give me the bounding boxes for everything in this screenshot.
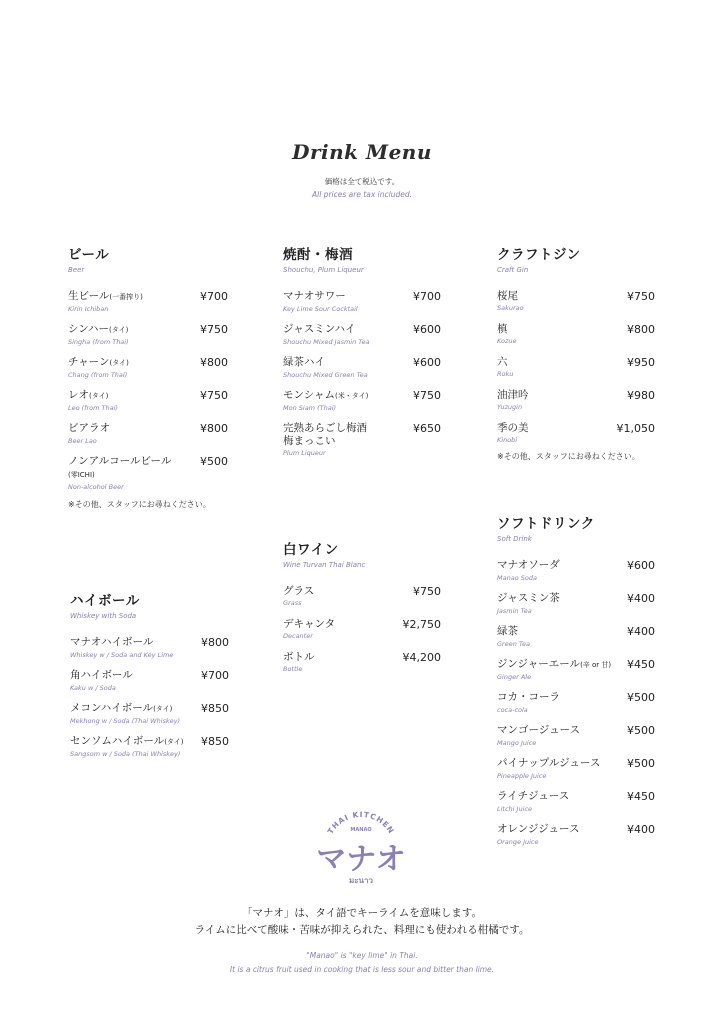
item-price: ¥600 <box>413 356 441 369</box>
item-english: Green Tea <box>497 640 531 648</box>
item-english: Singha (from Thai) <box>68 338 129 346</box>
section-subtitle: Soft Drink <box>497 535 532 543</box>
section-subtitle: Craft Gin <box>497 266 529 274</box>
item-english: Manao Soda <box>497 574 537 582</box>
menu-item <box>70 735 229 768</box>
item-price: ¥850 <box>201 735 229 748</box>
menu-item <box>497 592 655 625</box>
item-price: ¥450 <box>627 790 655 803</box>
item-price: ¥980 <box>627 389 655 402</box>
item-name: ノンアルコールビール <box>68 455 172 467</box>
item-english: Key Lime Sour Cocktail <box>283 305 358 313</box>
menu-item <box>283 323 441 356</box>
item-english: Sakurao <box>497 304 524 312</box>
menu-item <box>497 559 655 592</box>
item-price: ¥500 <box>627 757 655 770</box>
menu-item <box>497 422 655 455</box>
menu-item <box>497 356 655 389</box>
menu-header <box>0 140 724 199</box>
footer-en-line2: It is a citrus fruit used in cooking that is less sour and bitter than lime. <box>229 965 495 974</box>
item-english: Litchi Juice <box>497 805 532 813</box>
tax-note-ja: 価格は全て税込です。 <box>324 177 400 186</box>
item-english: Roku <box>497 370 514 378</box>
item-english: Pineapple Juice <box>497 772 547 780</box>
menu-item <box>497 790 655 823</box>
menu-item <box>68 389 228 422</box>
footer-ja-line1: 「マナオ」は、タイ語でキーライムを意味します。 <box>242 907 482 919</box>
section-subtitle: Whiskey with Soda <box>70 612 137 620</box>
item-name: ボトル <box>283 651 315 663</box>
item-name: ライチジュース <box>497 790 570 802</box>
section-subtitle: Shouchu, Plum Liqueur <box>283 266 364 274</box>
item-english: Bottle <box>283 665 303 673</box>
section-memo: ※その他、スタッフにお尋ねください。 <box>497 452 640 461</box>
menu-item <box>497 323 655 356</box>
item-english: coca-cola <box>497 706 528 714</box>
item-price: ¥650 <box>413 422 441 435</box>
item-english: Decanter <box>283 632 313 640</box>
item-name: 角ハイボール <box>70 669 133 681</box>
menu-item <box>68 290 228 323</box>
item-price: ¥500 <box>200 455 228 468</box>
item-name: ビアラオ <box>68 422 110 434</box>
item-price: ¥400 <box>627 823 655 836</box>
menu-item <box>497 625 655 658</box>
menu-item <box>68 455 228 495</box>
item-name: ジンジャーエール <box>497 658 581 670</box>
item-price: ¥1,050 <box>616 422 655 435</box>
footer-ja-line2: ライムに比べて酸味・苦味が抑えられた、料理にも使われる柑橘です。 <box>194 924 530 936</box>
section-subtitle: Wine Turvan Thai Blanc <box>283 561 366 569</box>
item-name: マナオソーダ <box>497 559 560 571</box>
section-wine <box>283 538 441 684</box>
item-price: ¥400 <box>627 625 655 638</box>
item-english: Shouchu Mixed Green Tea <box>283 371 368 379</box>
item-price: ¥700 <box>201 669 229 682</box>
item-name: 油津吟 <box>497 389 529 401</box>
item-english: Non-alcohol Beer <box>68 483 124 491</box>
item-english: Grass <box>283 599 302 607</box>
item-price: ¥700 <box>200 290 228 303</box>
item-note: (辛 or 甘) <box>580 661 612 669</box>
section-title: 白ワイン <box>283 542 339 558</box>
item-price: ¥600 <box>627 559 655 572</box>
item-name: 槙 <box>497 323 508 335</box>
section-shochu <box>283 243 441 462</box>
section-title: クラフトジン <box>497 247 581 263</box>
logo-main-text: マナオ <box>316 842 406 877</box>
item-name-line2: 梅まっこい <box>283 435 336 447</box>
item-name: モンシャム <box>283 389 336 401</box>
menu-item <box>497 290 655 323</box>
section-memo: ※その他、スタッフにお尋ねください。 <box>68 500 211 509</box>
tax-note-en: All prices are tax included. <box>312 190 412 199</box>
item-note: (零ICHI) <box>68 471 95 479</box>
item-english: Beer Lao <box>68 437 97 445</box>
item-name: ジャスミンハイ <box>283 323 356 335</box>
item-english: Orange Juice <box>497 838 539 846</box>
item-english: Leo (from Thai) <box>68 404 118 412</box>
menu-item <box>497 823 655 856</box>
menu-item <box>283 618 441 651</box>
item-name: コカ・コーラ <box>497 691 560 703</box>
section-title: ビール <box>68 247 110 263</box>
item-english: Shouchu Mixed Jasmin Tea <box>283 338 370 346</box>
menu-item <box>497 658 655 691</box>
logo-arc-text: THAI KITCHEN <box>325 810 397 836</box>
item-name: マナオハイボール <box>70 636 154 648</box>
menu-item <box>70 669 229 702</box>
item-english: Kirin Ichiban <box>68 305 109 313</box>
menu-item <box>497 389 655 422</box>
item-english: Mekhong w / Soda (Thai Whiskey) <box>70 717 181 725</box>
item-price: ¥600 <box>413 323 441 336</box>
item-name: パイナップルジュース <box>497 757 601 769</box>
item-name: ジャスミン茶 <box>497 592 560 604</box>
item-note: (タイ) <box>89 392 109 400</box>
item-price: ¥750 <box>413 389 441 402</box>
page-title: Drink Menu <box>292 140 432 164</box>
item-name: 完熟あらごし梅酒 <box>283 422 367 434</box>
menu-item <box>283 290 441 323</box>
item-name: 生ビール <box>68 290 110 302</box>
item-english: Kinobi <box>497 436 518 444</box>
item-price: ¥850 <box>201 702 229 715</box>
item-name: グラス <box>283 585 315 597</box>
item-price: ¥950 <box>627 356 655 369</box>
item-name: マナオサワー <box>283 290 346 302</box>
item-name: 緑茶ハイ <box>283 356 325 368</box>
menu-item <box>497 724 655 757</box>
item-note: (タイ) <box>109 359 129 367</box>
menu-item <box>497 691 655 724</box>
item-english: Kaku w / Soda <box>70 684 116 692</box>
item-note: (米・タイ) <box>335 392 369 400</box>
menu-item <box>70 636 229 669</box>
item-price: ¥500 <box>627 724 655 737</box>
item-name: 緑茶 <box>497 625 518 637</box>
item-note: (一番搾り) <box>109 293 143 301</box>
item-note: (タイ) <box>164 738 184 746</box>
item-english: Sangsom w / Soda (Thai Whiskey) <box>70 750 181 758</box>
item-english: Yuzugin <box>497 403 523 411</box>
item-name: チャーン <box>68 356 110 368</box>
item-english: Mon Siam (Thai) <box>283 404 337 412</box>
item-name: センソムハイボール <box>70 735 165 747</box>
menu-item <box>283 585 441 618</box>
section-soft-drink <box>497 512 655 856</box>
section-gin <box>497 243 655 462</box>
section-beer <box>68 243 228 510</box>
item-note: (タイ) <box>153 705 173 713</box>
menu-item <box>283 356 441 389</box>
section-title: 焼酎・梅酒 <box>283 247 353 263</box>
item-english: Jasmin Tea <box>497 607 532 615</box>
logo-small-text: MANAO <box>350 827 372 833</box>
item-name: デキャンタ <box>283 618 336 630</box>
item-english: Chang (from Thai) <box>68 371 128 379</box>
item-price: ¥800 <box>201 636 229 649</box>
item-english: Ginger Ale <box>497 673 532 681</box>
section-subtitle: Beer <box>68 266 85 274</box>
item-price: ¥500 <box>627 691 655 704</box>
item-english: Mango Juice <box>497 739 537 747</box>
menu-item <box>70 702 229 735</box>
item-name: メコンハイボール <box>70 702 154 714</box>
section-highball <box>70 589 229 768</box>
item-name: オレンジジュース <box>497 823 580 835</box>
logo-graphic <box>306 810 416 890</box>
item-name: 桜尾 <box>497 290 518 302</box>
item-note: (タイ) <box>109 326 129 334</box>
item-price: ¥2,750 <box>402 618 441 631</box>
item-price: ¥450 <box>627 658 655 671</box>
item-price: ¥800 <box>200 422 228 435</box>
menu-item <box>283 651 441 684</box>
section-title: ソフトドリンク <box>497 516 595 532</box>
menu-item <box>68 356 228 389</box>
item-price: ¥750 <box>200 389 228 402</box>
logo-thai-text: มะนาว <box>348 876 374 885</box>
item-price: ¥4,200 <box>402 651 441 664</box>
item-price: ¥700 <box>413 290 441 303</box>
item-price: ¥750 <box>413 585 441 598</box>
restaurant-logo <box>306 810 416 890</box>
item-english: Plum Liqueur <box>283 449 326 457</box>
item-english: Kozue <box>497 337 517 345</box>
menu-item <box>283 422 441 462</box>
item-name: 六 <box>497 356 508 368</box>
item-name: レオ <box>68 389 89 401</box>
item-name: マンゴージュース <box>497 724 581 736</box>
item-english: Whiskey w / Soda and Key Lime <box>70 651 174 659</box>
item-price: ¥750 <box>200 323 228 336</box>
item-price: ¥800 <box>627 323 655 336</box>
footer-en-line1: "Manao" is "key lime" in Thai. <box>306 951 418 960</box>
item-name: 季の美 <box>497 422 529 434</box>
menu-item <box>68 422 228 455</box>
item-price: ¥400 <box>627 592 655 605</box>
menu-item <box>68 323 228 356</box>
item-price: ¥750 <box>627 290 655 303</box>
footer <box>0 905 724 977</box>
item-price: ¥800 <box>200 356 228 369</box>
menu-item <box>497 757 655 790</box>
section-title: ハイボール <box>70 593 140 609</box>
menu-item <box>283 389 441 422</box>
item-name: シンハー <box>68 323 110 335</box>
